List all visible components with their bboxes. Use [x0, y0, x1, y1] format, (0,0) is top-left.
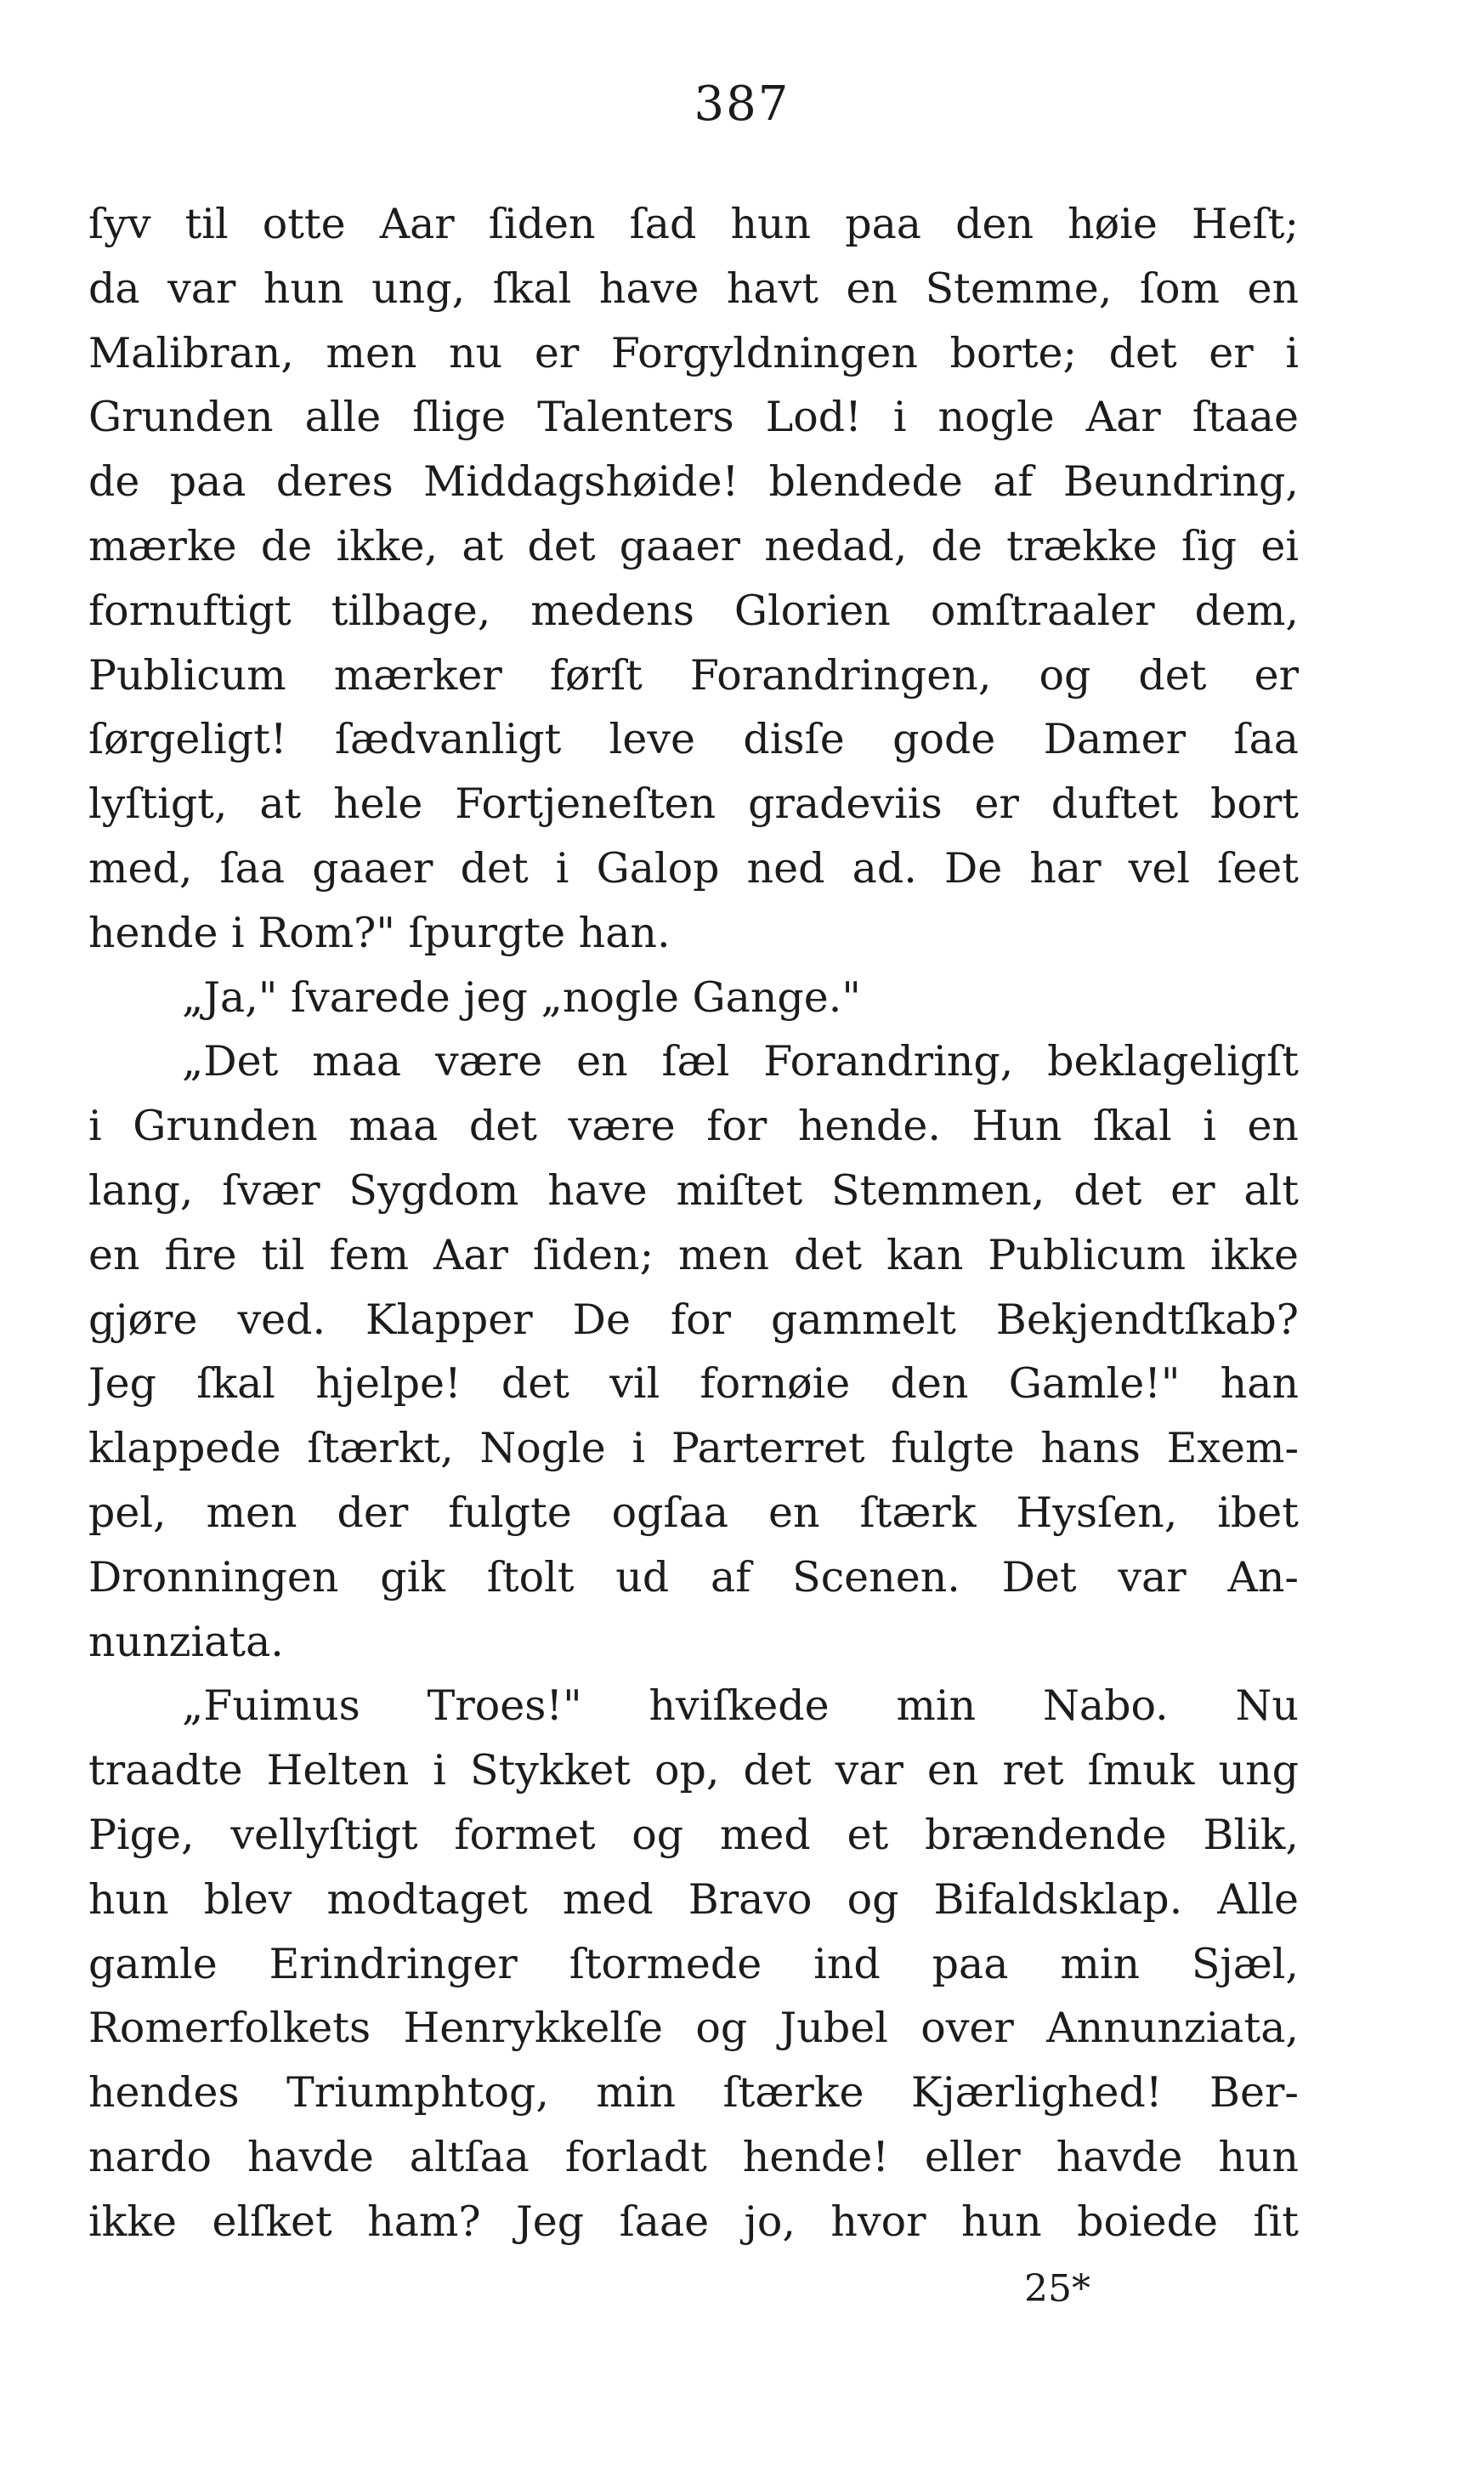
- text-line: pel, men der fulgte ogſaa en ſtærk Hysſen, ibet: [88, 1488, 1299, 1537]
- text-line: hende i Rom?" ſpurgte han.: [88, 908, 671, 957]
- text-line: Publicum mærker førſt Forandringen, og det er: [88, 650, 1299, 700]
- text-line: ſyv til otte Aar ſiden ſad hun paa den høie Heſt;: [88, 200, 1299, 248]
- signature-mark: 25*: [1024, 2267, 1090, 2310]
- text-line: traadte Helten i Stykket op, det var en ret ſmuk ung: [88, 1746, 1299, 1795]
- text-line: „Ja," ſvarede jeg „nogle Gange.": [182, 972, 861, 1022]
- text-line: Jeg ſkal hjelpe! det vil fornøie den Gamle!" han: [88, 1359, 1299, 1409]
- text-line: lyſtigt, at hele Fortjeneſten gradeviis er duftet bort: [88, 780, 1299, 829]
- text-line: Grunden alle ſlige Talenters Lod! i nogle Aar ſtaae: [88, 393, 1299, 442]
- page-number: 387: [694, 77, 790, 132]
- text-line: Romerfolkets Henrykkelſe og Jubel over Annunziata,: [88, 2004, 1299, 2053]
- text-line: Pige, vellyſtigt formet og med et brændende Blik,: [88, 1810, 1299, 1859]
- text-line: nunziata.: [88, 1617, 284, 1666]
- text-line: mærke de ikke, at det gaaer nedad, de trække ſig ei: [88, 521, 1299, 570]
- text-line: gjøre ved. Klapper De for gammelt Bekjendtſkab?: [88, 1295, 1299, 1344]
- text-line: hun blev modtaget med Bravo og Bifaldsklap. Alle: [88, 1874, 1299, 1924]
- text-line: hendes Triumphtog, min ſtærke Kjærlighed! Ber-: [88, 2068, 1299, 2118]
- text-line: de paa deres Middagshøide! blendede af Beundring,: [88, 457, 1299, 507]
- text-line: gamle Erindringer ſtormede ind paa min Sjæl,: [88, 1939, 1299, 1988]
- text-line: ſørgeligt! ſædvanligt leve disſe gode Damer ſaa: [88, 715, 1299, 764]
- text-line: lang, ſvær Sygdom have miſtet Stemmen, det er alt: [88, 1165, 1299, 1215]
- text-line: i Grunden maa det være for hende. Hun ſkal i en: [88, 1102, 1299, 1151]
- text-line: „Fuimus Troes!" hviſkede min Nabo. Nu: [182, 1681, 1299, 1731]
- text-line: da var hun ung, ſkal have havt en Stemme, ſom en: [88, 264, 1299, 313]
- text-line: „Det maa være en ſæl Forandring, beklageligſt: [182, 1037, 1299, 1086]
- text-line: ikke elſket ham? Jeg ſaae jo, hvor hun boiede ſit: [88, 2197, 1299, 2246]
- text-line: Dronningen gik ſtolt ud af Scenen. Det var An-: [88, 1552, 1299, 1602]
- body-text: [88, 192, 1299, 2254]
- text-line: fornuftigt tilbage, medens Glorien omſtraaler dem,: [88, 586, 1299, 635]
- text-line: klappede ſtærkt, Nogle i Parterret fulgte hans Exem-: [88, 1424, 1299, 1473]
- text-line: Malibran, men nu er Forgyldningen borte; det er i: [88, 328, 1299, 377]
- text-line: nardo havde altſaa forladt hende! eller havde hun: [88, 2132, 1299, 2181]
- text-line: med, ſaa gaaer det i Galop ned ad. De har vel ſeet: [88, 843, 1299, 893]
- text-line: en fire til fem Aar ſiden; men det kan Publicum ikke: [88, 1230, 1299, 1279]
